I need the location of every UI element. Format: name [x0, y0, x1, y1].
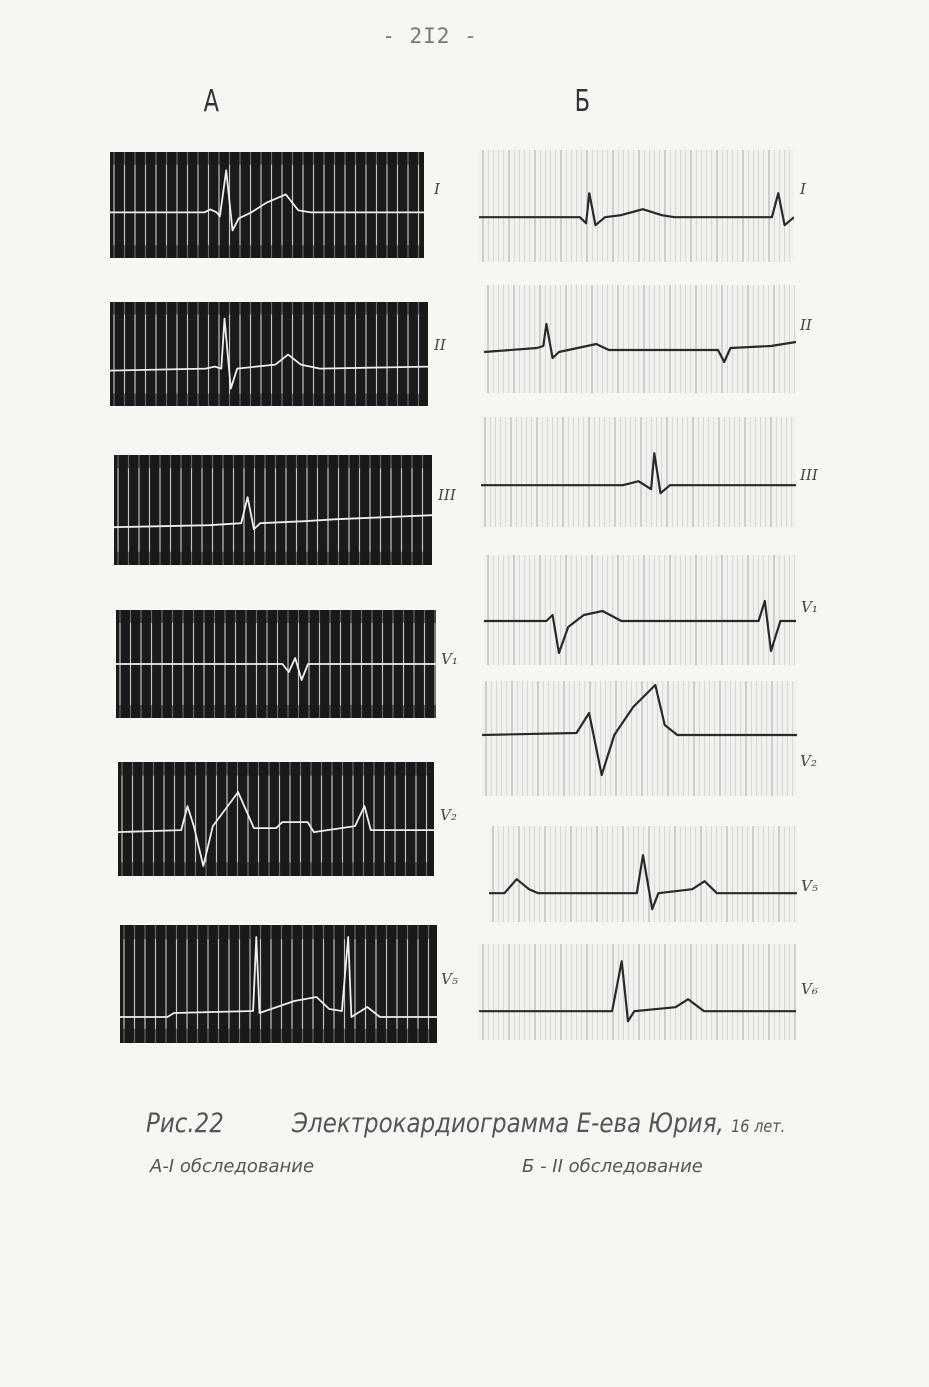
- column-b-header: Б: [574, 84, 591, 119]
- figure-age: 16 лет.: [731, 1117, 786, 1137]
- ecg-strip-b-7: [479, 944, 796, 1040]
- ecg-strip-a-3: [114, 455, 432, 565]
- ecg-strip-a-6: [120, 925, 437, 1043]
- lead-label-a-3: III: [438, 486, 456, 504]
- lead-label-b-3: III: [800, 466, 818, 484]
- lead-label-a-6: V₅: [441, 970, 458, 988]
- caption-b-note: Б - II обследование: [522, 1156, 703, 1177]
- ecg-strip-a-5: [118, 762, 434, 876]
- ecg-strip-a-4: [116, 610, 436, 718]
- figure-title-text: Электрокардиограмма Е-ева Юрия,: [292, 1108, 724, 1139]
- ecg-strip-a-1: [110, 152, 424, 258]
- figure-number: Рис.22: [146, 1108, 224, 1139]
- column-a-header: A: [203, 84, 219, 119]
- lead-label-b-7: V₆: [801, 980, 818, 998]
- lead-label-b-1: I: [800, 180, 806, 198]
- ecg-strip-b-1: [479, 150, 794, 262]
- figure-title: [292, 1108, 785, 1139]
- ecg-strip-a-2: [110, 302, 428, 406]
- lead-label-b-6: V₅: [801, 877, 818, 895]
- lead-label-b-4: V₁: [801, 598, 818, 616]
- lead-label-a-5: V₂: [440, 806, 457, 824]
- caption-a-note: А-I обследование: [150, 1156, 315, 1177]
- lead-label-a-2: II: [434, 336, 446, 354]
- lead-label-a-1: I: [434, 180, 440, 198]
- ecg-strip-b-2: [484, 285, 796, 393]
- ecg-strip-b-3: [481, 417, 796, 527]
- lead-label-a-4: V₁: [441, 650, 458, 668]
- page-number: - 2I2 -: [382, 24, 478, 48]
- ecg-strip-b-6: [489, 826, 797, 922]
- lead-label-b-5: V₂: [800, 752, 817, 770]
- ecg-strip-b-5: [482, 681, 797, 796]
- ecg-strip-b-4: [484, 555, 796, 665]
- lead-label-b-2: II: [800, 316, 812, 334]
